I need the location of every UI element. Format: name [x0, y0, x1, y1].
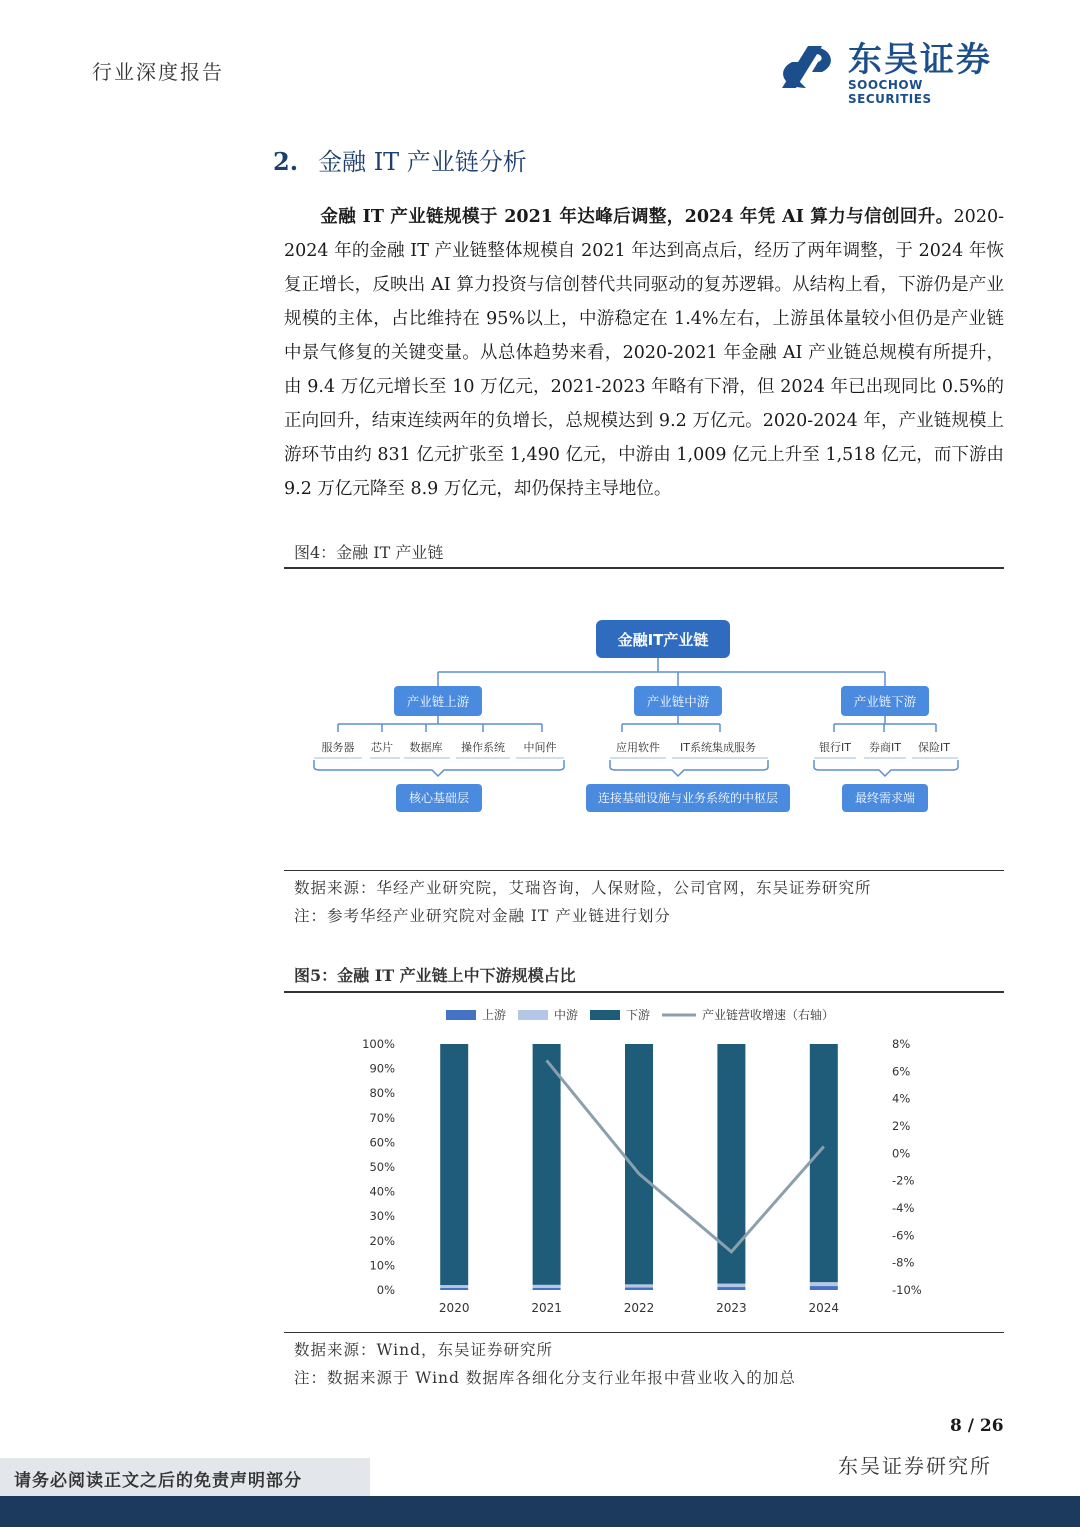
upstream-footer-label: 核心基础层: [408, 791, 470, 805]
growth-line: [547, 1060, 824, 1251]
right-tick-label: -6%: [892, 1228, 915, 1243]
legend-swatch: [446, 1010, 476, 1020]
legend-label: 上游: [482, 1008, 507, 1022]
industry-chain-diagram: [300, 610, 980, 820]
legend-label: 产业链营收增速（右轴）: [702, 1008, 835, 1022]
x-axis-labels: [439, 1301, 839, 1315]
figure4-note: 注：参考华经产业研究院对金融 IT 产业链进行划分: [294, 907, 671, 925]
body-paragraph: [284, 200, 1004, 506]
root-node-label: 金融IT产业链: [617, 631, 709, 649]
bar-segment: [717, 1044, 745, 1284]
upstream-item: 中间件: [523, 741, 557, 754]
upstream-item: 芯片: [371, 741, 393, 754]
left-tick-label: 90%: [369, 1061, 395, 1076]
logo-name-cn: 东吴证券: [848, 40, 992, 80]
upstream-label: 产业链上游: [406, 694, 470, 709]
downstream-footer-label: 最终需求端: [854, 791, 916, 805]
left-tick-label: 10%: [369, 1258, 395, 1273]
x-tick-label: 2021: [531, 1301, 562, 1315]
legend-label: 下游: [626, 1008, 651, 1022]
right-tick-label: 2%: [892, 1119, 911, 1133]
footer-org-name: 东吴证券研究所: [838, 1454, 992, 1478]
growth-line-series: [547, 1060, 824, 1252]
paragraph-text: 2020-2024 年的金融 IT 产业链整体规模自 2021 年达到高点后，经历了两年调整，于 2024 年恢复正增长，反映出 AI 算力投资与信创替代共同驱动的复苏逻辑。从结构上看，下游仍是产业规模的主体，占比维持在 95%以上，中游稳定在 1.4%左右，上游虽体量较小但仍是产业链中景气修复的关键变量。从总体趋势来看，2020-2021 年金融 AI 产业链总规模有所提升，由 9.4 万亿元增长至 10 万亿元，2021-2023 年略有下滑，但 2024 年已出现同比 0.5%的正向回升，结束连续两年的负增长，总规模达到 9.2 万亿元。2020-2024 年，产业链规模上游环节由约 831 亿元扩张至 1,490 亿元，中游由 1,009 亿元上升至 1,518 亿元，而下游由 9.2 万亿元降至 8.9 万亿元，却仍保持主导地位。: [284, 207, 1004, 499]
figure4-top-rule: [284, 567, 1004, 569]
downstream-label: 产业链下游: [853, 694, 917, 709]
footer-bar: [0, 1496, 1080, 1527]
downstream-item: 保险IT: [918, 741, 950, 754]
right-tick-label: 0%: [892, 1146, 911, 1161]
left-tick-label: 40%: [369, 1184, 395, 1199]
bar-segment: [625, 1284, 653, 1287]
midstream-footer-label: 连接基础设施与业务系统的中枢层: [597, 791, 779, 805]
logo-name-en: SOOCHOW SECURITIES: [848, 78, 932, 106]
left-tick-label: 0%: [376, 1283, 395, 1297]
report-type-label: 行业深度报告: [92, 60, 224, 84]
section-number: 2.: [273, 147, 299, 176]
midstream-item: 应用软件: [616, 741, 660, 754]
section-heading: [273, 142, 527, 177]
upstream-item: 数据库: [409, 741, 443, 754]
page-number: 8 / 26: [950, 1416, 1004, 1436]
disclaimer-text: 请务必阅读正文之后的免责声明部分: [14, 1471, 302, 1491]
upstream-item: 服务器: [321, 741, 355, 754]
left-tick-label: 50%: [369, 1160, 395, 1174]
bar-segment: [440, 1288, 468, 1290]
bar-segment: [533, 1288, 561, 1290]
bar-segment: [717, 1287, 745, 1290]
figure5-title: 图5：金融 IT 产业链上中下游规模占比: [294, 966, 576, 985]
legend-swatch: [518, 1010, 548, 1020]
x-tick-label: 2024: [808, 1301, 840, 1315]
bar-segment: [810, 1286, 838, 1290]
left-tick-label: 70%: [369, 1110, 395, 1125]
bar-series: [440, 1044, 838, 1290]
left-axis-ticks: [362, 1037, 395, 1297]
company-logo: [778, 40, 1008, 106]
x-tick-label: 2022: [623, 1301, 655, 1315]
figure5-note: 注：数据来源于 Wind 数据库各细化分支行业年报中营业收入的加总: [294, 1369, 796, 1387]
figure4-bottom-rule: [284, 870, 1004, 871]
left-tick-label: 80%: [369, 1086, 395, 1101]
left-tick-label: 100%: [362, 1037, 395, 1051]
bar-segment: [440, 1044, 468, 1285]
midstream-label: 产业链中游: [646, 694, 710, 709]
right-tick-label: 8%: [892, 1037, 911, 1051]
figure5-source: 数据来源：Wind，东吴证券研究所: [294, 1341, 554, 1359]
upstream-item: 操作系统: [461, 741, 505, 754]
right-tick-label: -10%: [892, 1283, 922, 1297]
scale-share-chart: [290, 1000, 990, 1320]
midstream-item: IT系统集成服务: [680, 741, 756, 754]
x-tick-label: 2023: [716, 1301, 747, 1315]
right-tick-label: 6%: [892, 1064, 911, 1079]
right-tick-label: -4%: [892, 1201, 915, 1215]
legend-swatch: [590, 1010, 620, 1020]
x-tick-label: 2020: [438, 1301, 470, 1315]
bar-segment: [533, 1285, 561, 1288]
bar-segment: [440, 1285, 468, 1288]
logo-mark-icon: [778, 42, 836, 92]
figure4-title: 图4：金融 IT 产业链: [294, 543, 444, 562]
left-tick-label: 60%: [369, 1135, 395, 1150]
section-title: 金融 IT 产业链分析: [318, 148, 527, 176]
disclaimer-banner: [0, 1458, 370, 1496]
right-tick-label: 4%: [892, 1091, 911, 1106]
legend-label: 中游: [554, 1008, 579, 1022]
figure4-source: 数据来源：华经产业研究院，艾瑞咨询，人保财险，公司官网，东吴证券研究所: [294, 879, 872, 897]
figure5-bottom-rule: [284, 1332, 1004, 1333]
bar-segment: [533, 1044, 561, 1285]
paragraph-lead: 金融 IT 产业链规模于 2021 年达峰后调整，2024 年凭 AI 算力与信创回升。: [320, 207, 954, 227]
downstream-item: 银行IT: [819, 741, 851, 754]
left-tick-label: 20%: [369, 1233, 395, 1248]
right-axis-ticks: [892, 1037, 922, 1297]
left-tick-label: 30%: [369, 1209, 395, 1224]
right-tick-label: -8%: [892, 1255, 915, 1270]
chart-legend: [446, 1007, 834, 1022]
right-tick-label: -2%: [892, 1173, 915, 1188]
bar-segment: [810, 1044, 838, 1282]
bar-segment: [810, 1282, 838, 1286]
bar-segment: [625, 1288, 653, 1290]
bar-segment: [717, 1284, 745, 1287]
downstream-item: 券商IT: [869, 741, 901, 754]
figure5-top-rule: [284, 991, 1004, 993]
